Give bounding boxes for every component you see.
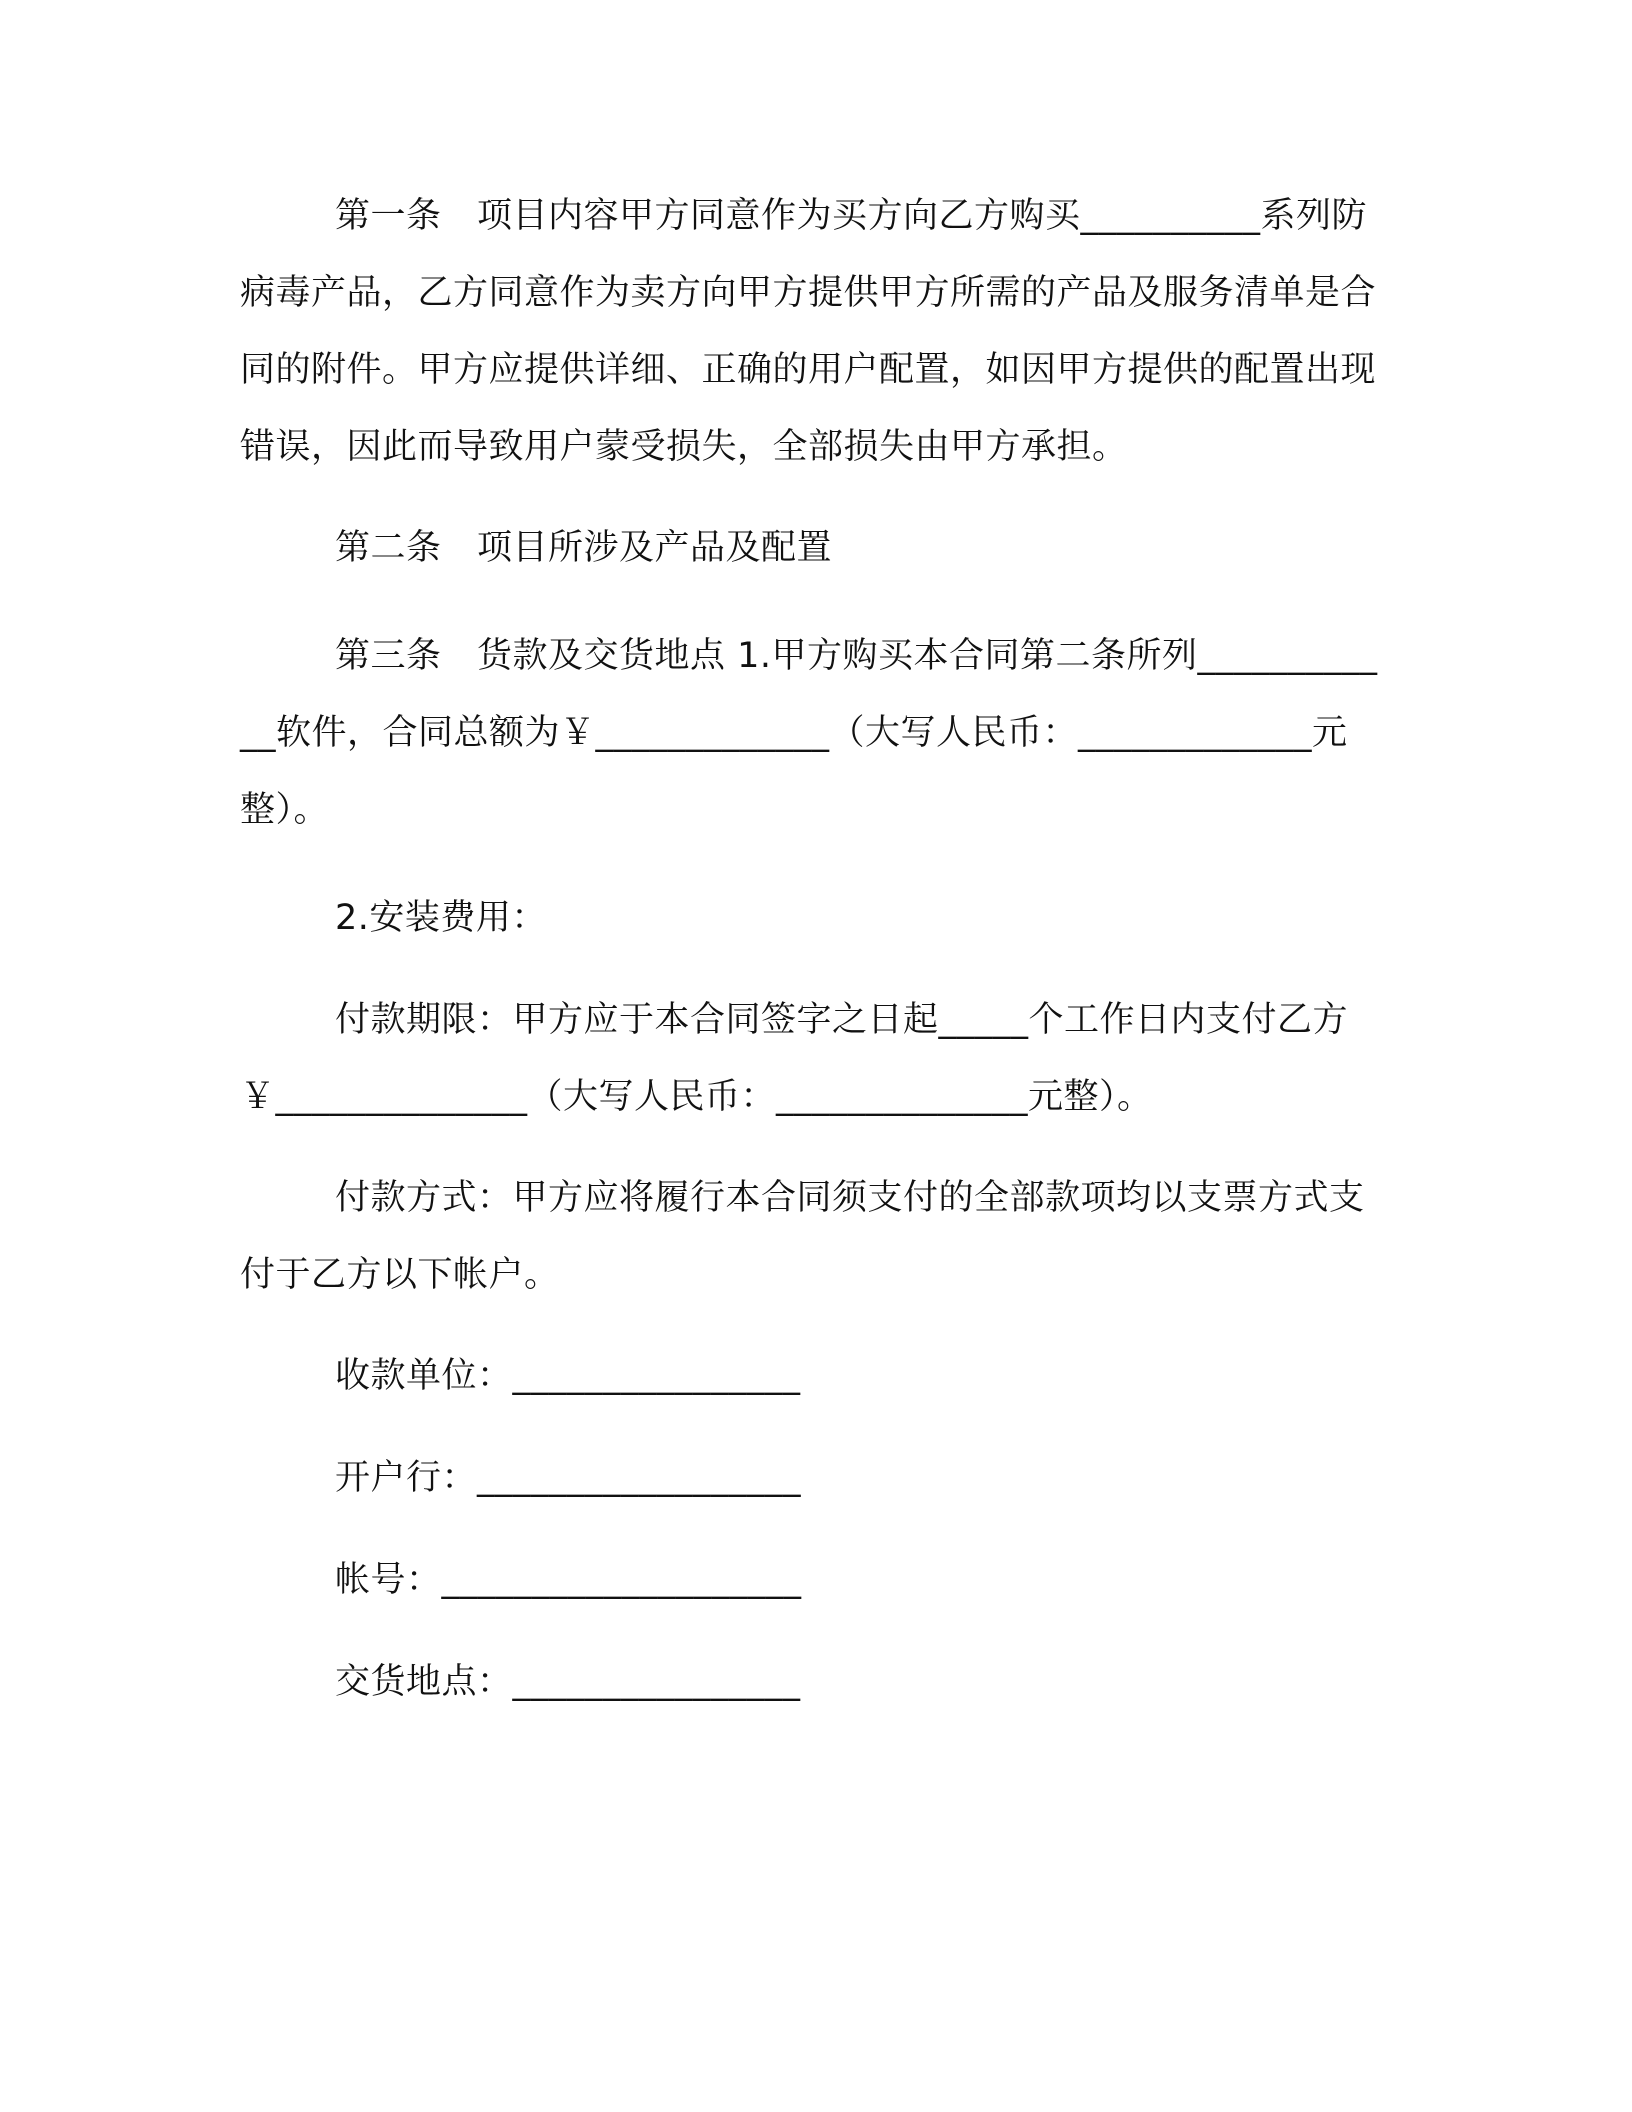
payment-term-paragraph: 付款期限：甲方应于本合同签字之日起_____个工作日内支付乙方￥______________（大写人民币：______________元整）。 xyxy=(240,1000,1349,1117)
account-field: 帐号：____________________ xyxy=(335,1560,802,1600)
article-2-paragraph: 第二条 项目所涉及产品及配置 xyxy=(335,528,833,568)
article-3-paragraph: 第三条 货款及交货地点 1.甲方购买本合同第二条所列____________软件，合同总额为￥_____________（大写人民币：_____________元整）。 xyxy=(240,636,1378,830)
delivery-place-field: 交货地点：________________ xyxy=(335,1662,801,1702)
article-1-paragraph: 第一条 项目内容甲方同意作为买方向乙方购买__________系列防病毒产品，乙方同意作为卖方向甲方提供甲方所需的产品及服务清单是合同的附件。甲方应提供详细、正确的用户配置，如因甲方提供的配置出现错误，因此而导致用户蒙受损失，全部损失由甲方承担。 xyxy=(240,196,1377,467)
payee-field: 收款单位：________________ xyxy=(335,1356,801,1396)
bank-field: 开户行：__________________ xyxy=(335,1458,802,1498)
install-fee-paragraph: 2.安装费用： xyxy=(335,898,547,938)
payment-method-paragraph: 付款方式：甲方应将履行本合同须支付的全部款项均以支票方式支付于乙方以下帐户。 xyxy=(240,1178,1365,1295)
